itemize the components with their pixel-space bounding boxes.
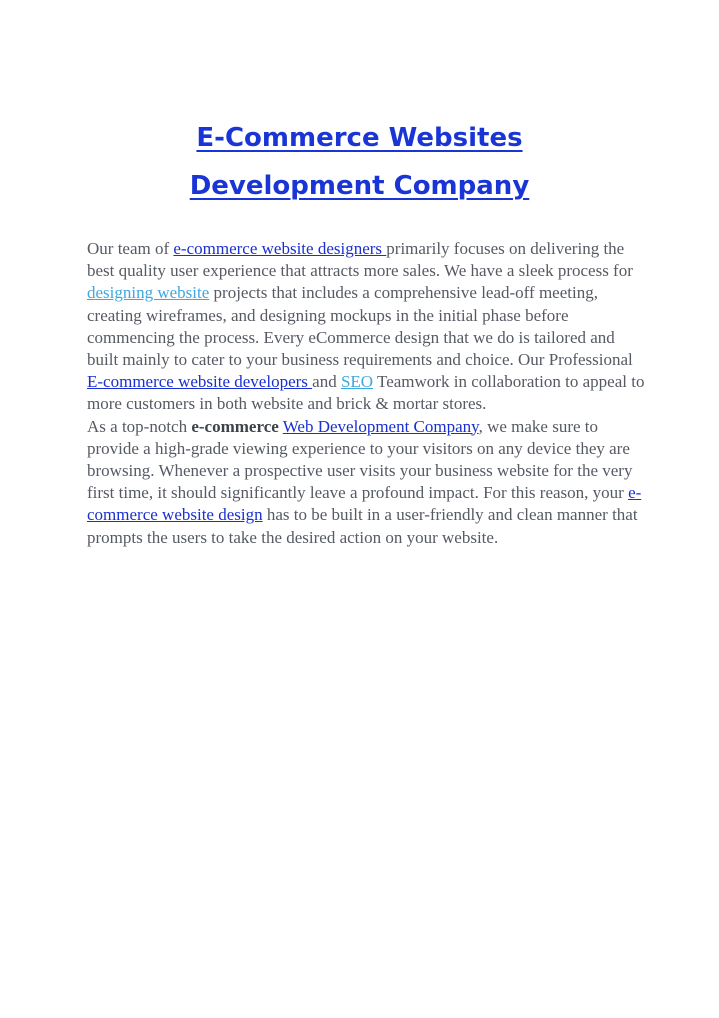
paragraph-text: primarily focuses on delivering the best quality user experience that attracts more sales. We have a sleek process for bbox=[87, 239, 633, 281]
paragraph-text: Teamwork in collaboration to appeal to more customers in both website and brick & mortar stores. bbox=[87, 372, 645, 414]
title-line-1: E-Commerce Websites bbox=[196, 123, 523, 153]
ecommerce-website-designers-link[interactable]: e-commerce website designers bbox=[173, 239, 387, 258]
page-title bbox=[0, 114, 719, 210]
seo-link[interactable]: SEO bbox=[340, 372, 374, 392]
paragraph-text: Our team of bbox=[87, 239, 174, 258]
paragraph-text: and bbox=[312, 372, 341, 392]
title-line-2: Development Company bbox=[189, 171, 530, 201]
paragraph-text: As a top-notch bbox=[87, 416, 192, 436]
paragraph-text: , we make sure to provide a high-grade viewing experience to your visitors on any device they are browsing. Whenever a prospective user visits your business website for the very first time, it should significantly leave a profound impact. For this reason, your bbox=[87, 416, 633, 503]
designing-website-link[interactable]: designing website bbox=[87, 283, 210, 303]
web-development-company-link[interactable]: Web Development Company bbox=[282, 416, 479, 436]
ecommerce-website-developers-link[interactable]: E-commerce website developers bbox=[87, 372, 313, 392]
paragraph-company bbox=[87, 416, 647, 549]
paragraph-intro bbox=[87, 238, 647, 416]
body-text bbox=[87, 238, 647, 549]
bold-ecommerce: e-commerce bbox=[191, 416, 279, 436]
paragraph-text: projects that includes a comprehensive lead-off meeting, creating wireframes, and designing mockups in the initial phase before commencing the process. Every eCommerce design that we do is tailored and built mainly to cater to your business requirements and choice. Our Professional bbox=[87, 283, 633, 370]
paragraph-text: has to be built in a user-friendly and clean manner that prompts the users to take the desired action on your website. bbox=[87, 505, 638, 547]
ecommerce-website-design-link[interactable]: e-commerce website design bbox=[87, 483, 642, 525]
